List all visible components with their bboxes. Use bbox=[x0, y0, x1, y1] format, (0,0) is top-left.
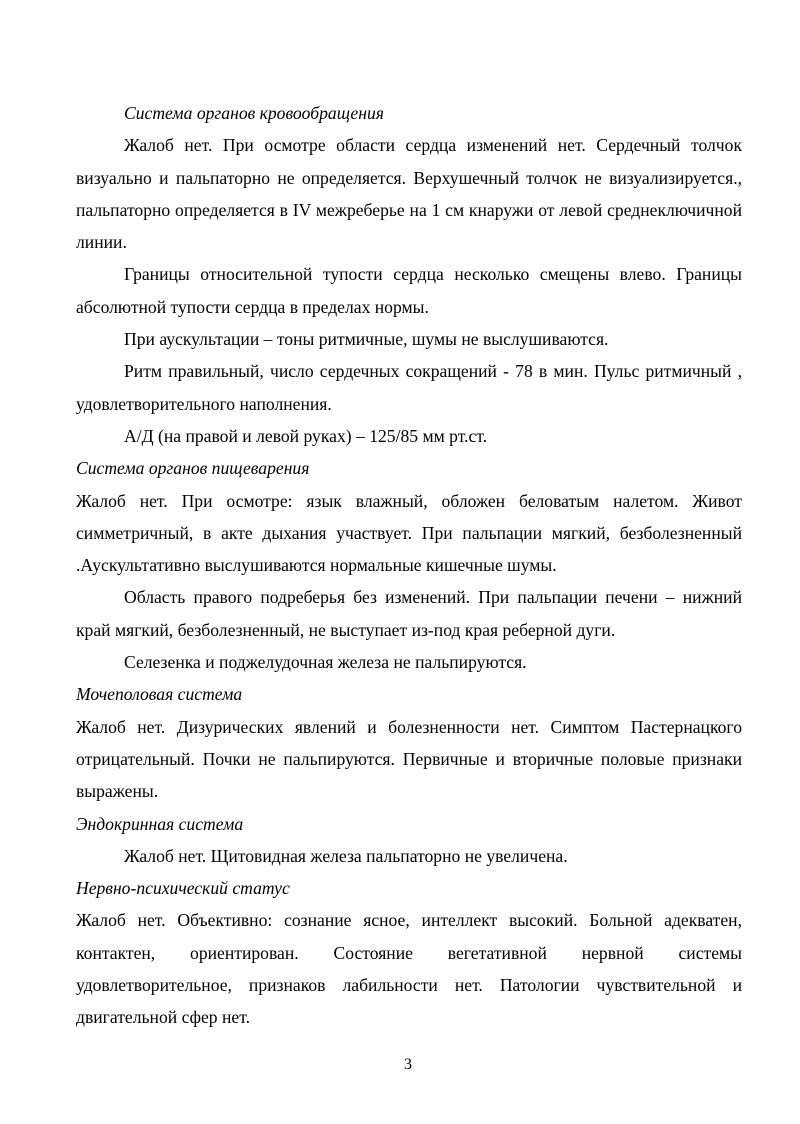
paragraph: Ритм правильный, число сердечных сокращений - 78 в мин. Пульс ритмичный , удовлетворительного наполнения. bbox=[76, 361, 742, 414]
paragraph: Область правого подреберья без изменений. При пальпации печени – нижний край мягкий, безболезненный, не выступает из-под края реберной дуги. bbox=[76, 587, 742, 640]
paragraph: Жалоб нет. Дизурических явлений и болезненности нет. Симптом Пастернацкого отрицательный. Почки не пальпируются. Первичные и вторичные половые признаки выражены. bbox=[76, 716, 742, 802]
paragraph: А/Д (на правой и левой руках) – 125/85 мм рт.ст. bbox=[124, 425, 488, 446]
paragraph: Жалоб нет. Объективно: сознание ясное, интеллект высокий. Больной адекватен, контактен, ориентирован. Состояние вегетативной нервной системы удовлетворительное, признаков лабильности нет. Патологии чувствительной и двигательной сфер нет. bbox=[76, 910, 742, 1028]
paragraph: Жалоб нет. При осмотре: язык влажный, обложен беловатым налетом. Живот симметричный, в акте дыхания участвует. При пальпации мягкий, безболезненный .Аускультативно выслушиваются нормальные кишечные шумы. bbox=[76, 490, 742, 576]
paragraph: Жалоб нет. Щитовидная железа пальпаторно не увеличена. bbox=[124, 845, 568, 866]
paragraph: При аускультации – тоны ритмичные, шумы не выслушиваются. bbox=[124, 329, 609, 350]
paragraph: Границы относительной тупости сердца несколько смещены влево. Границы абсолютной тупости сердца в пределах нормы. bbox=[76, 264, 742, 317]
section-heading-circulatory: Система органов кровообращения bbox=[124, 103, 384, 123]
paragraph: Жалоб нет. При осмотре области сердца изменений нет. Сердечный толчок визуально и пальпаторно не определяется. Верхушечный толчок не визуализируется., пальпаторно определяется в IV межреберье на 1 см кнаружи от левой среднеключичной линии. bbox=[76, 135, 742, 253]
section-heading-endocrine: Эндокринная система bbox=[76, 813, 244, 834]
document-page bbox=[76, 97, 742, 1034]
section-heading-urogenital: Мочеполовая система bbox=[76, 684, 243, 705]
section-heading-neuro: Нервно-психический статус bbox=[76, 878, 290, 899]
page-number: 3 bbox=[404, 1056, 412, 1073]
section-heading-digestive: Система органов пищеварения bbox=[76, 458, 310, 479]
paragraph: Селезенка и поджелудочная железа не пальпируются. bbox=[124, 652, 527, 673]
